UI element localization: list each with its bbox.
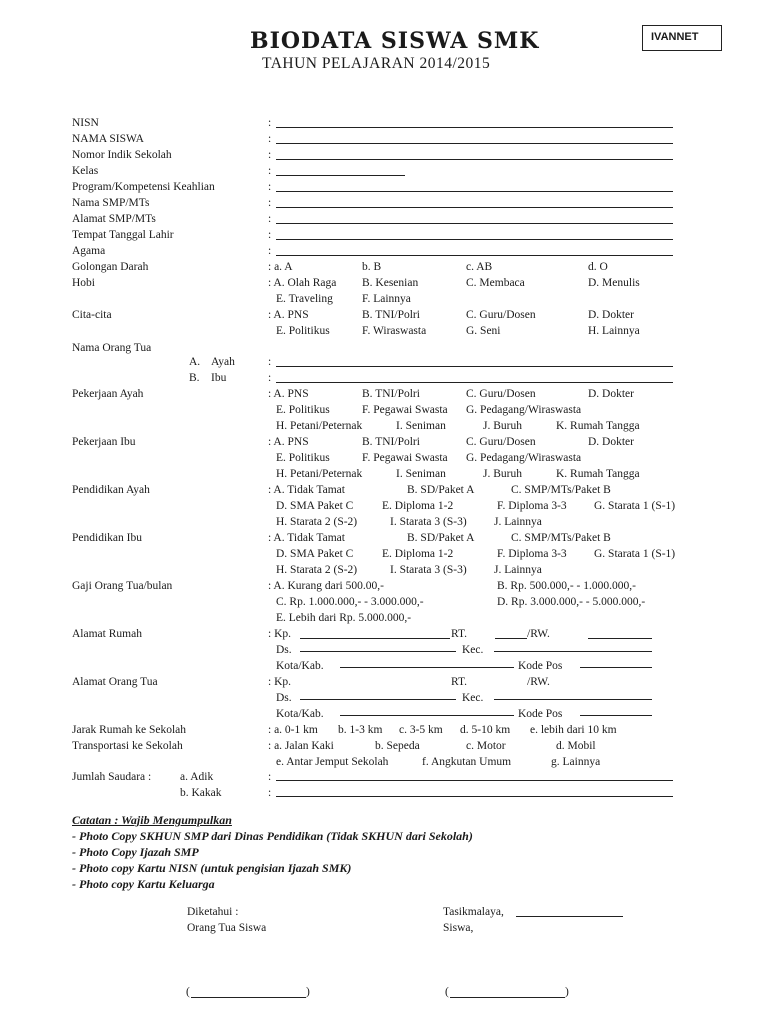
label-transportasi: Transportasi ke Sekolah	[72, 740, 183, 752]
option-pendidikan-ayah[interactable]: H. Starata 2 (S-2)	[276, 516, 358, 528]
note-item: - Photo copy Kartu NISN (untuk pengisian Ijazah SMK)	[72, 861, 352, 875]
option-pekerjaan-ayah[interactable]: E. Politikus	[276, 404, 330, 416]
input-kota-rumah[interactable]	[340, 667, 514, 668]
option-transportasi[interactable]: b. Sepeda	[375, 740, 420, 752]
label-ibu: Ibu	[211, 372, 227, 384]
label-nomor-induk: Nomor Indik Sekolah	[72, 149, 172, 161]
input-program[interactable]	[276, 191, 673, 192]
label-pekerjaan-ibu: Pekerjaan Ibu	[72, 436, 136, 448]
option-pendidikan-ayah[interactable]: B. SD/Paket A	[407, 484, 475, 496]
input-kp-rumah[interactable]	[300, 638, 450, 639]
label-hobi: Hobi	[72, 277, 95, 289]
label-siswa: Siswa,	[443, 922, 474, 934]
option-jarak[interactable]: c. 3-5 km	[399, 724, 443, 736]
input-kode-pos-ortu[interactable]	[580, 715, 652, 716]
label-ds: Ds.	[276, 644, 292, 656]
option-pendidikan-ayah[interactable]: : A. Tidak Tamat	[268, 484, 345, 496]
option-pendidikan-ibu[interactable]: H. Starata 2 (S-2)	[276, 564, 358, 576]
colon: :	[268, 372, 272, 384]
option-gaji[interactable]: B. Rp. 500.000,- - 1.000.000,-	[497, 580, 636, 592]
option-gaji[interactable]: E. Lebih dari Rp. 5.000.000,-	[276, 612, 412, 624]
colon: :	[268, 117, 272, 129]
colon: :	[268, 133, 272, 145]
input-nomor-induk[interactable]	[276, 159, 673, 160]
label-rt: RT.	[451, 676, 468, 688]
page-subtitle: TAHUN PELAJARAN 2014/2015	[262, 55, 491, 72]
option-pendidikan-ayah[interactable]: D. SMA Paket C	[276, 500, 354, 512]
option-pekerjaan-ayah[interactable]: : A. PNS	[268, 388, 309, 400]
label-jumlah-saudara: Jumlah Saudara :	[72, 771, 152, 783]
label-nama-siswa: NAMA SISWA	[72, 133, 144, 145]
input-nama-ibu[interactable]	[276, 382, 673, 383]
label-pekerjaan-ayah: Pekerjaan Ayah	[72, 388, 144, 400]
option-pekerjaan-ibu[interactable]: : A. PNS	[268, 436, 309, 448]
option-pekerjaan-ibu[interactable]: E. Politikus	[276, 452, 330, 464]
option-pekerjaan-ayah[interactable]: D. Dokter	[588, 388, 634, 400]
notes-title: Catatan : Wajib Mengumpulkan	[72, 813, 232, 827]
option-jarak[interactable]: e. lebih dari 10 km	[530, 724, 617, 736]
note-item: - Photo Copy Ijazah SMP	[72, 845, 199, 859]
watermark-badge: IVANNET	[642, 25, 722, 51]
label-kp: : Kp.	[268, 676, 291, 688]
input-alamat-smp[interactable]	[276, 223, 673, 224]
label-gaji: Gaji Orang Tua/bulan	[72, 580, 173, 592]
option-pendidikan-ibu[interactable]: F. Diploma 3-3	[497, 548, 567, 560]
paren-close: )	[565, 986, 569, 998]
label-agama: Agama	[72, 245, 106, 257]
input-ttl[interactable]	[276, 239, 673, 240]
option-pekerjaan-ibu[interactable]: C. Guru/Dosen	[466, 436, 536, 448]
option-pendidikan-ibu[interactable]: G. Starata 1 (S-1)	[594, 548, 676, 560]
colon: :	[268, 787, 272, 799]
input-kakak[interactable]	[276, 796, 673, 797]
option-pekerjaan-ayah[interactable]: J. Buruh	[483, 420, 522, 432]
label-pendidikan-ibu: Pendidikan Ibu	[72, 532, 142, 544]
option-pekerjaan-ibu[interactable]: J. Buruh	[483, 468, 522, 480]
signature-line-parent[interactable]	[191, 997, 306, 998]
colon: :	[268, 213, 272, 225]
option-hobi[interactable]: E. Traveling	[276, 293, 333, 305]
input-kota-ortu[interactable]	[340, 715, 514, 716]
colon: :	[268, 245, 272, 257]
label-kota: Kota/Kab.	[276, 708, 324, 720]
input-ds-ortu[interactable]	[300, 699, 456, 700]
option-pendidikan-ayah[interactable]: J. Lainnya	[494, 516, 542, 528]
option-pekerjaan-ibu[interactable]: I. Seniman	[396, 468, 446, 480]
option-goldar-o[interactable]: d. O	[588, 261, 608, 273]
colon: :	[268, 356, 272, 368]
input-nama-ayah[interactable]	[276, 366, 673, 367]
label-kode-pos: Kode Pos	[518, 708, 563, 720]
option-pendidikan-ayah[interactable]: F. Diploma 3-3	[497, 500, 567, 512]
option-hobi[interactable]: B. Kesenian	[362, 277, 419, 289]
input-nisn[interactable]	[276, 127, 673, 128]
label-kelas: Kelas	[72, 165, 99, 177]
option-hobi[interactable]: C. Membaca	[466, 277, 525, 289]
input-agama[interactable]	[276, 255, 673, 256]
colon: :	[268, 181, 272, 193]
label-kota: Kota/Kab.	[276, 660, 324, 672]
option-gaji[interactable]: C. Rp. 1.000.000,- - 3.000.000,-	[276, 596, 424, 608]
label-nisn: NISN	[72, 117, 99, 129]
input-ds-rumah[interactable]	[300, 651, 456, 652]
option-cita[interactable]: G. Seni	[466, 325, 501, 337]
option-cita[interactable]: D. Dokter	[588, 309, 634, 321]
label-pendidikan-ayah: Pendidikan Ayah	[72, 484, 150, 496]
option-goldar-b[interactable]: b. B	[362, 261, 382, 273]
page-title: BIODATA SISWA SMK	[250, 28, 540, 54]
option-pekerjaan-ibu[interactable]: D. Dokter	[588, 436, 634, 448]
prefix-ibu: B.	[189, 372, 200, 384]
option-jarak[interactable]: : a. 0-1 km	[268, 724, 318, 736]
prefix-ayah: A.	[189, 356, 201, 368]
label-alamat-ortu: Alamat Orang Tua	[72, 676, 158, 688]
option-pekerjaan-ayah[interactable]: I. Seniman	[396, 420, 446, 432]
option-jarak[interactable]: d. 5-10 km	[460, 724, 511, 736]
signature-line-student[interactable]	[450, 997, 565, 998]
option-pendidikan-ibu[interactable]: I. Starata 3 (S-3)	[390, 564, 467, 576]
note-item: - Photo Copy SKHUN SMP dari Dinas Pendidikan (Tidak SKHUN dari Sekolah)	[72, 829, 473, 843]
option-gaji[interactable]: D. Rp. 3.000.000,- - 5.000.000,-	[497, 596, 646, 608]
option-pendidikan-ibu[interactable]: : A. Tidak Tamat	[268, 532, 345, 544]
option-gaji[interactable]: : A. Kurang dari 500.00,-	[268, 580, 384, 592]
option-cita[interactable]: F. Wiraswasta	[362, 325, 427, 337]
input-kode-pos-rumah[interactable]	[580, 667, 652, 668]
colon: :	[268, 771, 272, 783]
option-cita[interactable]: H. Lainnya	[588, 325, 640, 337]
option-pekerjaan-ayah[interactable]: G. Pedagang/Wiraswasta	[466, 404, 582, 416]
option-pekerjaan-ayah[interactable]: B. TNI/Polri	[362, 388, 420, 400]
option-jarak[interactable]: b. 1-3 km	[338, 724, 383, 736]
label-rw: /RW.	[527, 628, 550, 640]
option-pendidikan-ibu[interactable]: D. SMA Paket C	[276, 548, 354, 560]
note-item: - Photo copy Kartu Keluarga	[72, 877, 215, 891]
colon: :	[268, 197, 272, 209]
colon: :	[268, 229, 272, 241]
label-adik: a. Adik	[180, 771, 214, 783]
label-jarak: Jarak Rumah ke Sekolah	[72, 724, 187, 736]
option-hobi[interactable]: F. Lainnya	[362, 293, 411, 305]
label-kec: Kec.	[462, 692, 484, 704]
option-pekerjaan-ayah[interactable]: H. Petani/Peternak	[276, 420, 363, 432]
input-kec-ortu[interactable]	[494, 699, 652, 700]
option-goldar-a[interactable]: : a. A	[268, 261, 293, 273]
option-hobi[interactable]: : A. Olah Raga	[268, 277, 337, 289]
label-rw: /RW.	[527, 676, 550, 688]
option-cita[interactable]: : A. PNS	[268, 309, 309, 321]
option-pekerjaan-ibu[interactable]: G. Pedagang/Wiraswasta	[466, 452, 582, 464]
label-ds: Ds.	[276, 692, 292, 704]
option-cita[interactable]: C. Guru/Dosen	[466, 309, 536, 321]
option-cita[interactable]: B. TNI/Polri	[362, 309, 420, 321]
label-alamat-rumah: Alamat Rumah	[72, 628, 142, 640]
option-transportasi[interactable]: : a. Jalan Kaki	[268, 740, 334, 752]
option-pekerjaan-ibu[interactable]: K. Rumah Tangga	[556, 468, 640, 480]
option-pendidikan-ayah[interactable]: I. Starata 3 (S-3)	[390, 516, 467, 528]
label-kode-pos: Kode Pos	[518, 660, 563, 672]
label-tasikmalaya: Tasikmalaya,	[443, 906, 504, 918]
input-kelas[interactable]	[276, 175, 405, 176]
option-pekerjaan-ibu[interactable]: F. Pegawai Swasta	[362, 452, 448, 464]
option-transportasi[interactable]: f. Angkutan Umum	[422, 756, 512, 768]
option-pendidikan-ayah[interactable]: C. SMP/MTs/Paket B	[511, 484, 611, 496]
label-golongan-darah: Golongan Darah	[72, 261, 149, 273]
option-pendidikan-ibu[interactable]: B. SD/Paket A	[407, 532, 475, 544]
label-rt: RT.	[451, 628, 468, 640]
option-hobi[interactable]: D. Menulis	[588, 277, 640, 289]
label-nama-smp: Nama SMP/MTs	[72, 197, 150, 209]
input-rt-rumah[interactable]	[495, 638, 527, 639]
paren-open: (	[445, 986, 449, 998]
paren-open: (	[186, 986, 190, 998]
input-rw-rumah[interactable]	[588, 638, 652, 639]
colon: :	[268, 149, 272, 161]
input-nama-smp[interactable]	[276, 207, 673, 208]
option-transportasi[interactable]: c. Motor	[466, 740, 506, 752]
input-nama-siswa[interactable]	[276, 143, 673, 144]
option-transportasi[interactable]: d. Mobil	[556, 740, 596, 752]
option-pekerjaan-ibu[interactable]: B. TNI/Polri	[362, 436, 420, 448]
input-kec-rumah[interactable]	[494, 651, 652, 652]
paren-close: )	[306, 986, 310, 998]
label-kec: Kec.	[462, 644, 484, 656]
option-pendidikan-ayah[interactable]: E. Diploma 1-2	[382, 500, 454, 512]
option-transportasi[interactable]: e. Antar Jemput Sekolah	[276, 756, 389, 768]
option-pekerjaan-ayah[interactable]: F. Pegawai Swasta	[362, 404, 448, 416]
label-alamat-smp: Alamat SMP/MTs	[72, 213, 156, 225]
label-ttl: Tempat Tanggal Lahir	[72, 229, 174, 241]
option-transportasi[interactable]: g. Lainnya	[551, 756, 601, 768]
input-adik[interactable]	[276, 780, 673, 781]
option-pekerjaan-ayah[interactable]: C. Guru/Dosen	[466, 388, 536, 400]
option-pendidikan-ayah[interactable]: G. Starata 1 (S-1)	[594, 500, 676, 512]
option-pendidikan-ibu[interactable]: E. Diploma 1-2	[382, 548, 454, 560]
colon: :	[268, 165, 272, 177]
label-diketahui: Diketahui :	[187, 906, 239, 918]
label-orang-tua-siswa: Orang Tua Siswa	[187, 922, 267, 934]
label-ayah: Ayah	[211, 356, 235, 368]
label-kp: : Kp.	[268, 628, 291, 640]
label-kakak: b. Kakak	[180, 787, 222, 799]
option-cita[interactable]: E. Politikus	[276, 325, 330, 337]
option-pekerjaan-ibu[interactable]: H. Petani/Peternak	[276, 468, 363, 480]
option-pekerjaan-ayah[interactable]: K. Rumah Tangga	[556, 420, 640, 432]
label-cita-cita: Cita-cita	[72, 309, 112, 321]
option-pendidikan-ibu[interactable]: C. SMP/MTs/Paket B	[511, 532, 611, 544]
option-goldar-ab[interactable]: c. AB	[466, 261, 493, 273]
option-pendidikan-ibu[interactable]: J. Lainnya	[494, 564, 542, 576]
label-program: Program/Kompetensi Keahlian	[72, 181, 215, 193]
input-tanggal[interactable]	[516, 916, 623, 917]
label-nama-orang-tua: Nama Orang Tua	[72, 342, 152, 354]
